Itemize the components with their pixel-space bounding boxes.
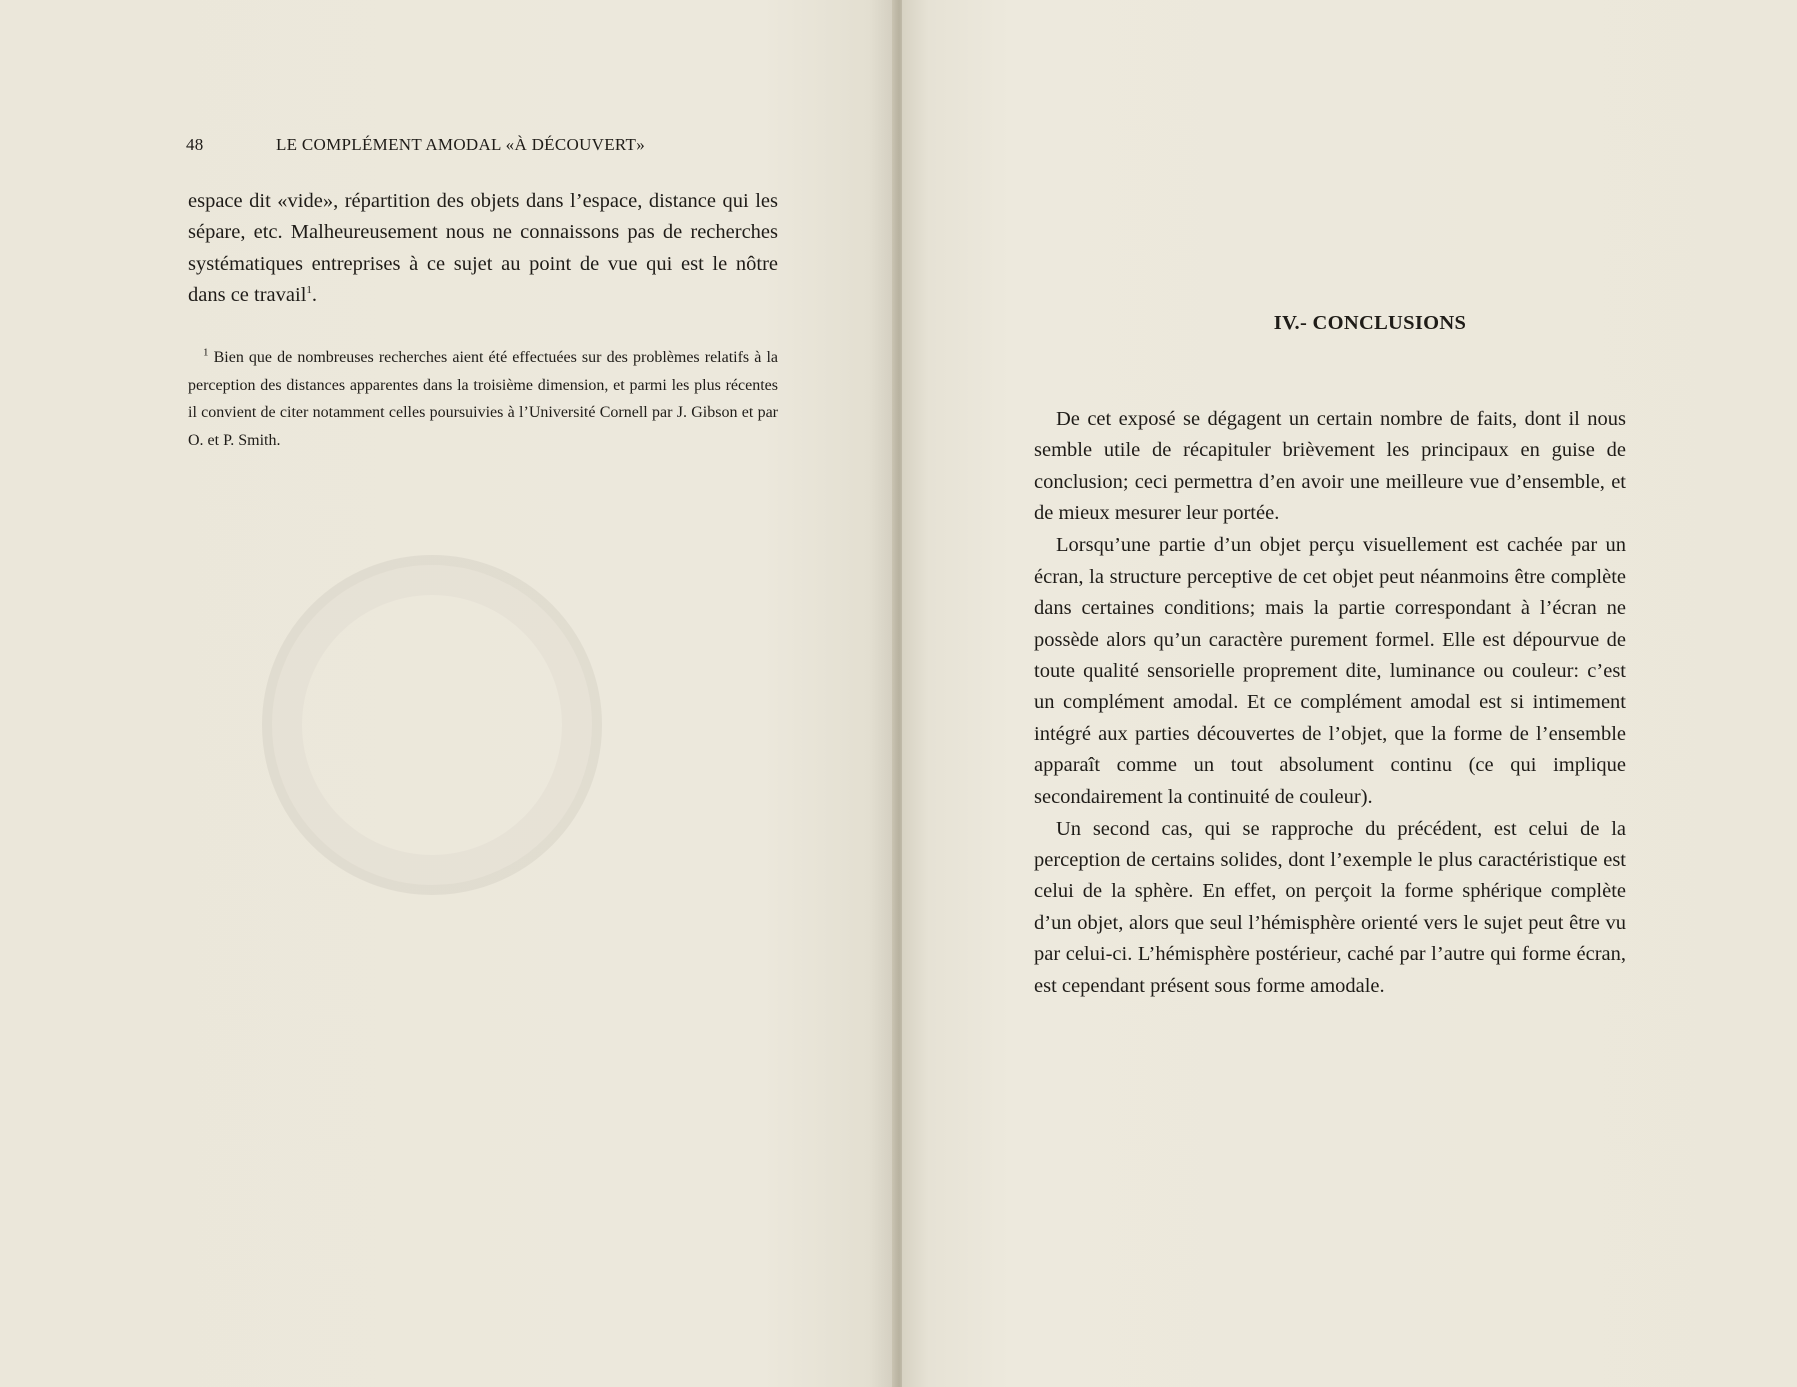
footnote-paragraph (188, 344, 778, 454)
body-text: espace dit «vide», répartition des objets dans l’espace, distance qui les sépare, etc. Malheureusement nous ne connaissons pas de recherches systématiques entreprises à ce sujet au point de vue qui est le nôtre dans ce travail (188, 190, 778, 307)
footnote-marker: 1 (203, 346, 209, 359)
left-page (0, 0, 896, 1387)
body-end: . (311, 284, 318, 307)
paragraph-2: Lorsqu’une partie d’un objet perçu visuellement est cachée par un écran, la structure perceptive de cet objet peut néanmoins être complète dans certaines conditions; mais la partie correspondant à l’écran ne possède alors qu’un caractère purement formel. Elle est dépourvue de toute qualité sensorielle proprement dite, luminance ou couleur: c’est un complément amodal. Et ce complément amodal est si intimement intégré aux parties découvertes de l’objet, que la forme de l’ensemble apparaît comme un tout absolument continu (ce qui implique secondairement la continuité de couleur). (1034, 534, 1626, 808)
page-number: 48 (186, 135, 204, 154)
footnote-text: Bien que de nombreuses recherches aient été effectuées sur des problèmes relatifs à la perception des distances apparentes dans la troisième dimension, et parmi les plus récentes il convient de citer notamment celles poursuivies à l’Université Cornell par J. Gibson et par O. et P. Smith. (188, 349, 779, 449)
footnote-reference: 1 (306, 284, 312, 297)
footnote (188, 344, 778, 454)
running-head (186, 135, 645, 155)
right-body-text (1034, 404, 1626, 1003)
show-through-seal (262, 555, 602, 895)
paragraph-3: Un second cas, qui se rapproche du précédent, est celui de la perception de certains solides, dont l’exemple le plus caractéristique est celui de la sphère. En effet, on perçoit la forme sphérique complète d’un objet, alors que seul l’hémisphère orienté vers le sujet peut être vu par celui-ci. L’hémisphère postérieur, caché par l’autre qui forme écran, est cependant présent sous forme amodale. (1034, 817, 1626, 997)
running-title: LE COMPLÉMENT AMODAL «À DÉCOUVERT» (276, 135, 646, 154)
paragraph-1: De cet exposé se dégagent un certain nombre de faits, dont il nous semble utile de récapituler brièvement les principaux en guise de conclusion; ceci permettra d’en avoir une meilleure vue d’ensemble, et de mieux mesurer leur portée. (1034, 408, 1626, 525)
left-body-text (188, 186, 778, 312)
section-title: IV.- CONCLUSIONS (1273, 312, 1467, 334)
body-paragraph (188, 186, 778, 312)
